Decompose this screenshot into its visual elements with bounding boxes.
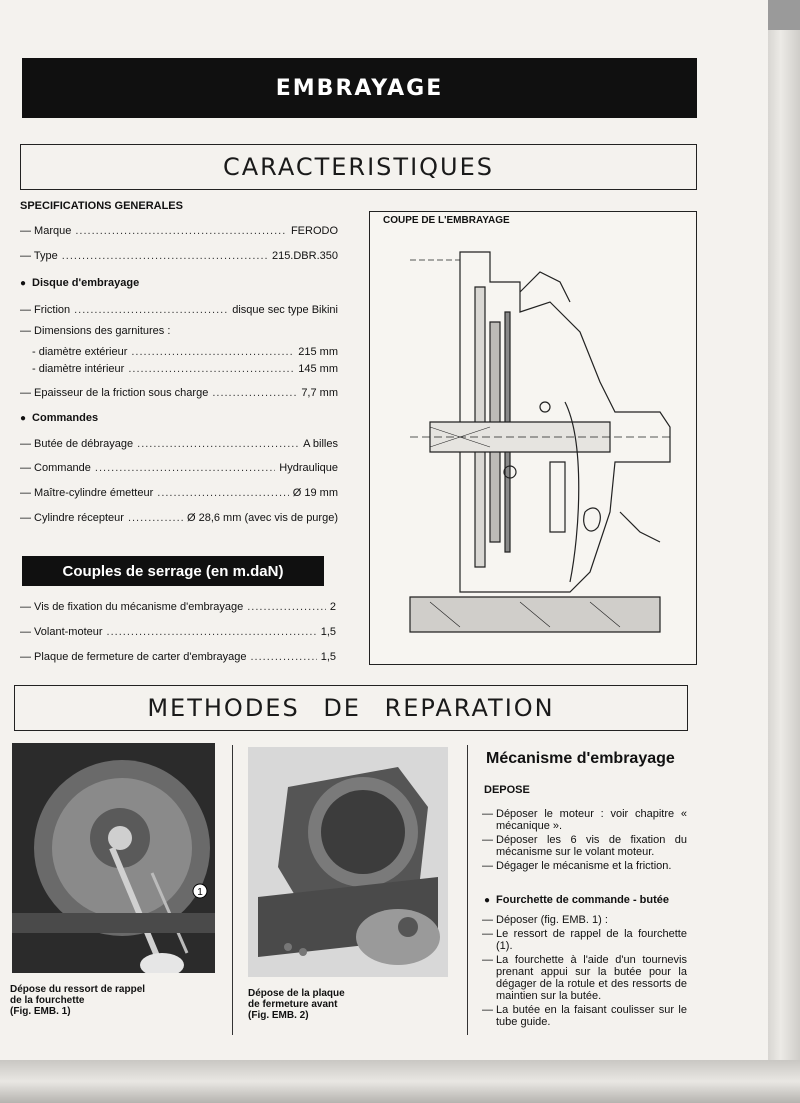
caption-line: de fermeture avant <box>248 999 338 1010</box>
spec-value: disque sec type Bikini <box>232 304 338 316</box>
list-item: — Le ressort de rappel de la fourchette (1). <box>482 928 687 952</box>
caption-line: de la fourchette <box>10 995 85 1006</box>
spec-label: — Plaque de fermeture de carter d'embrayage <box>20 651 247 663</box>
spec-label: — Commande <box>20 462 91 474</box>
spec-label: — Cylindre récepteur <box>20 512 124 524</box>
spec-commande <box>20 461 338 475</box>
spec-diam-ext <box>32 345 338 359</box>
dimensions-label: — Dimensions des garnitures : <box>20 325 171 337</box>
spec-butee <box>20 437 338 451</box>
list-item: — Déposer le moteur : voir chapitre « mécanique ». <box>482 808 687 832</box>
list-item: — Déposer (fig. EMB. 1) : <box>482 914 687 926</box>
spec-value: 7,7 mm <box>301 387 338 399</box>
caracteristiques-heading: CARACTERISTIQUES <box>20 144 697 190</box>
spec-value: Ø 28,6 mm (avec vis de purge) <box>186 512 338 524</box>
spec-label: - diamètre intérieur <box>32 363 125 375</box>
page-bottom-edge <box>0 1060 800 1103</box>
list-item-text: La fourchette à l'aide d'un tournevis prenant appui sur la butée pour la dégager de la rotule et des ressorts de maintien sur la butée. <box>496 954 687 1002</box>
spec-epaisseur <box>20 386 338 400</box>
page-edge <box>768 30 800 1103</box>
callout-1: 1 <box>197 887 203 898</box>
depose-title: DEPOSE <box>484 784 530 796</box>
list-item-text: Déposer le moteur : voir chapitre « mécanique ». <box>496 808 687 832</box>
list-item-text: Le ressort de rappel de la fourchette (1). <box>496 928 687 952</box>
spec-value: 215.DBR.350 <box>271 250 338 262</box>
couple-plaque <box>20 650 336 664</box>
spec-cylindre-recepteur <box>20 511 338 525</box>
couple-vis <box>20 600 336 614</box>
spec-marque <box>20 224 338 238</box>
spec-value: 1,5 <box>320 626 336 638</box>
clutch-section-drawing <box>370 212 696 664</box>
spec-label: — Friction <box>20 304 71 316</box>
diagram-title: COUPE DE L'EMBRAYAGE <box>383 215 510 226</box>
spec-label: - diamètre extérieur <box>32 346 128 358</box>
photo-fig-emb-2 <box>248 747 448 977</box>
spec-label: — Volant-moteur <box>20 626 103 638</box>
clutch-diagram-frame <box>369 211 697 665</box>
caption-fig-1 <box>10 984 145 1017</box>
list-item-text: La butée en la faisant coulisser sur le tube guide. <box>496 1004 687 1028</box>
methodes-heading: METHODES DE REPARATION <box>14 685 688 731</box>
spec-value: 215 mm <box>298 346 338 358</box>
list-item: — Déposer les 6 vis de fixation du mécanisme sur le volant moteur. <box>482 834 687 858</box>
spec-label: — Type <box>20 250 58 262</box>
spec-value: 1,5 <box>320 651 336 663</box>
spec-friction <box>20 303 338 317</box>
spec-value: Ø 19 mm <box>292 487 338 499</box>
spec-diam-int <box>32 362 338 376</box>
spec-label: — Vis de fixation du mécanisme d'embrayage <box>20 601 244 613</box>
page-title: EMBRAYAGE <box>275 75 444 101</box>
list-item-text: Déposer (fig. EMB. 1) : <box>496 914 608 926</box>
spec-label: — Butée de débrayage <box>20 438 134 450</box>
list-item-text: Déposer les 6 vis de fixation du mécanisme sur le volant moteur. <box>496 834 687 858</box>
couples-banner <box>22 556 324 586</box>
gearbox-photo <box>248 747 448 977</box>
caption-line: Dépose du ressort de rappel <box>10 984 146 995</box>
list-item: — Dégager le mécanisme et la friction. <box>482 860 687 872</box>
spec-value: Hydraulique <box>279 462 338 474</box>
caption-fig-2 <box>248 988 345 1021</box>
column-divider <box>232 745 233 1035</box>
title-banner <box>22 58 697 118</box>
couples-title: Couples de serrage (en m.daN) <box>62 562 284 580</box>
caption-line: (Fig. EMB. 2) <box>248 1010 309 1021</box>
spec-value: A billes <box>303 438 338 450</box>
commandes-title: ● Commandes <box>20 412 98 424</box>
fourchette-title: ● Fourchette de commande - butée <box>484 894 669 906</box>
spec-label: — Epaisseur de la friction sous charge <box>20 387 209 399</box>
spec-value: 2 <box>329 601 336 613</box>
caption-line: (Fig. EMB. 1) <box>10 1006 71 1017</box>
spec-value: 145 mm <box>298 363 338 375</box>
mecanisme-title: Mécanisme d'embrayage <box>486 750 675 767</box>
list-item-text: Dégager le mécanisme et la friction. <box>496 860 672 872</box>
spec-label: — Maître-cylindre émetteur <box>20 487 154 499</box>
list-item: — La fourchette à l'aide d'un tournevis prenant appui sur la butée pour la dégager de la rotule et des ressorts de maintien sur la butée. <box>482 954 687 1002</box>
column-divider <box>467 745 468 1035</box>
spec-label: — Marque <box>20 225 72 237</box>
disque-title: ● Disque d'embrayage <box>20 277 139 289</box>
caption-line: Dépose de la plaque <box>248 988 345 999</box>
photo-fig-emb-1 <box>12 743 215 973</box>
clutch-housing-photo <box>12 743 215 973</box>
spec-value: FERODO <box>290 225 338 237</box>
spec-type <box>20 249 338 263</box>
couple-volant <box>20 625 336 639</box>
specs-title: SPECIFICATIONS GENERALES <box>20 200 183 212</box>
spec-maitre-cylindre <box>20 486 338 500</box>
list-item: — La butée en la faisant coulisser sur le tube guide. <box>482 1004 687 1028</box>
